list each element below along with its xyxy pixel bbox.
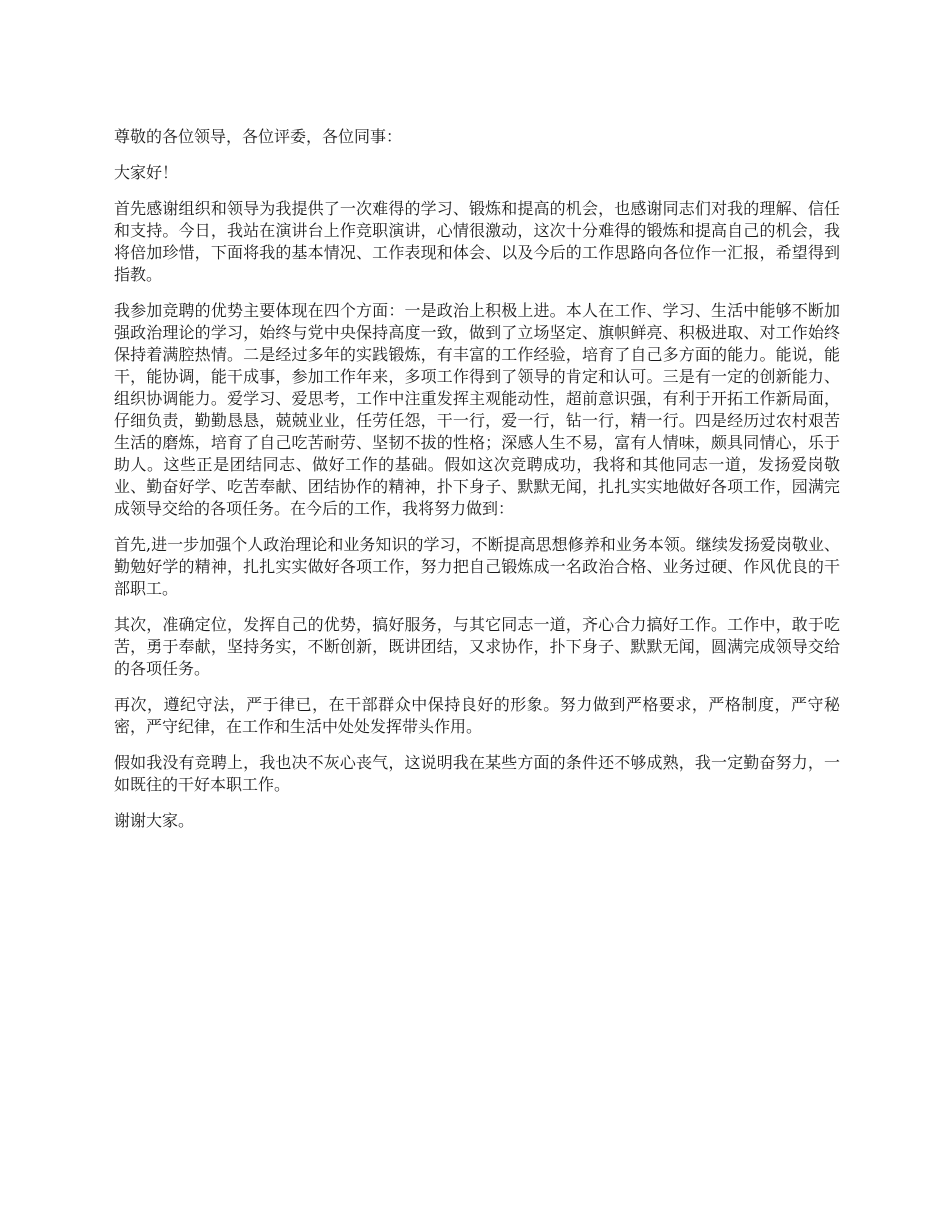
- closing: 谢谢大家。: [114, 811, 195, 830]
- paragraph-introduction: 首先感谢组织和领导为我提供了一次难得的学习、锻炼和提高的机会，也感谢同志们对我的理解、信任和支持。今日，我站在演讲台上作竞职演讲，心情很激动，这次十分难得的锻炼和提高自己的机会，我将倍加珍惜，下面将我的基本情况、工作表现和体会、以及今后的工作思路向各位作一汇报，希望得到指教。: [114, 199, 840, 284]
- paragraph-second: 其次，准确定位，发挥自己的优势，搞好服务，与其它同志一道，齐心合力搞好工作。工作中，敢于吃苦，勇于奉献，坚持务实，不断创新，既讲团结，又求协作，扑下身子、默默无闻，圆满完成领导交给的各项任务。: [114, 615, 840, 678]
- document-body: [114, 126, 840, 846]
- paragraph-third: 再次，遵纪守法，严于律已，在干部群众中保持良好的形象。努力做到严格要求，严格制度，严守秘密，严守纪律，在工作和生活中处处发挥带头作用。: [114, 695, 840, 736]
- greeting: 大家好！: [114, 163, 179, 182]
- salutation: 尊敬的各位领导，各位评委，各位同事：: [114, 127, 403, 146]
- paragraph-advantages: 我参加竞聘的优势主要体现在四个方面：一是政治上积极上进。本人在工作、学习、生活中能够不断加强政治理论的学习，始终与党中央保持高度一致，做到了立场坚定、旗帜鲜亮、积极进取、对工作始终保持着满腔热情。二是经过多年的实践锻炼，有丰富的工作经验，培育了自己多方面的能力。能说，能干，能协调，能干成事，参加工作年来，多项工作得到了领导的肯定和认可。三是有一定的创新能力、组织协调能力。爱学习、爱思考，工作中注重发挥主观能动性，超前意识强，有利于开拓工作新局面，仔细负责，勤勤恳恳，兢兢业业，任劳任怨，干一行，爱一行，钻一行，精一行。四是经历过农村艰苦生活的磨炼，培育了自己吃苦耐劳、坚韧不拔的性格；深感人生不易，富有人情味，颇具同情心，乐于助人。这些正是团结同志、做好工作的基础。假如这次竞聘成功，我将和其他同志一道，发扬爱岗敬业、勤奋好学、吃苦奉献、团结协作的精神，扑下身子、默默无闻，扎扎实实地做好各项工作，园满完成领导交给的各项任务。在今后的工作，我将努力做到：: [114, 301, 840, 518]
- paragraph-first: 首先,进一步加强个人政治理论和业务知识的学习，不断提高思想修养和业务本领。继续发扬爱岗敬业、勤勉好学的精神，扎扎实实做好各项工作，努力把自己锻炼成一名政治合格、业务过硬、作风优良的干部职工。: [114, 535, 840, 598]
- paragraph-if-not-selected: 假如我没有竞聘上，我也决不灰心丧气，这说明我在某些方面的条件还不够成熟，我一定勤奋努力，一如既往的干好本职工作。: [114, 753, 840, 794]
